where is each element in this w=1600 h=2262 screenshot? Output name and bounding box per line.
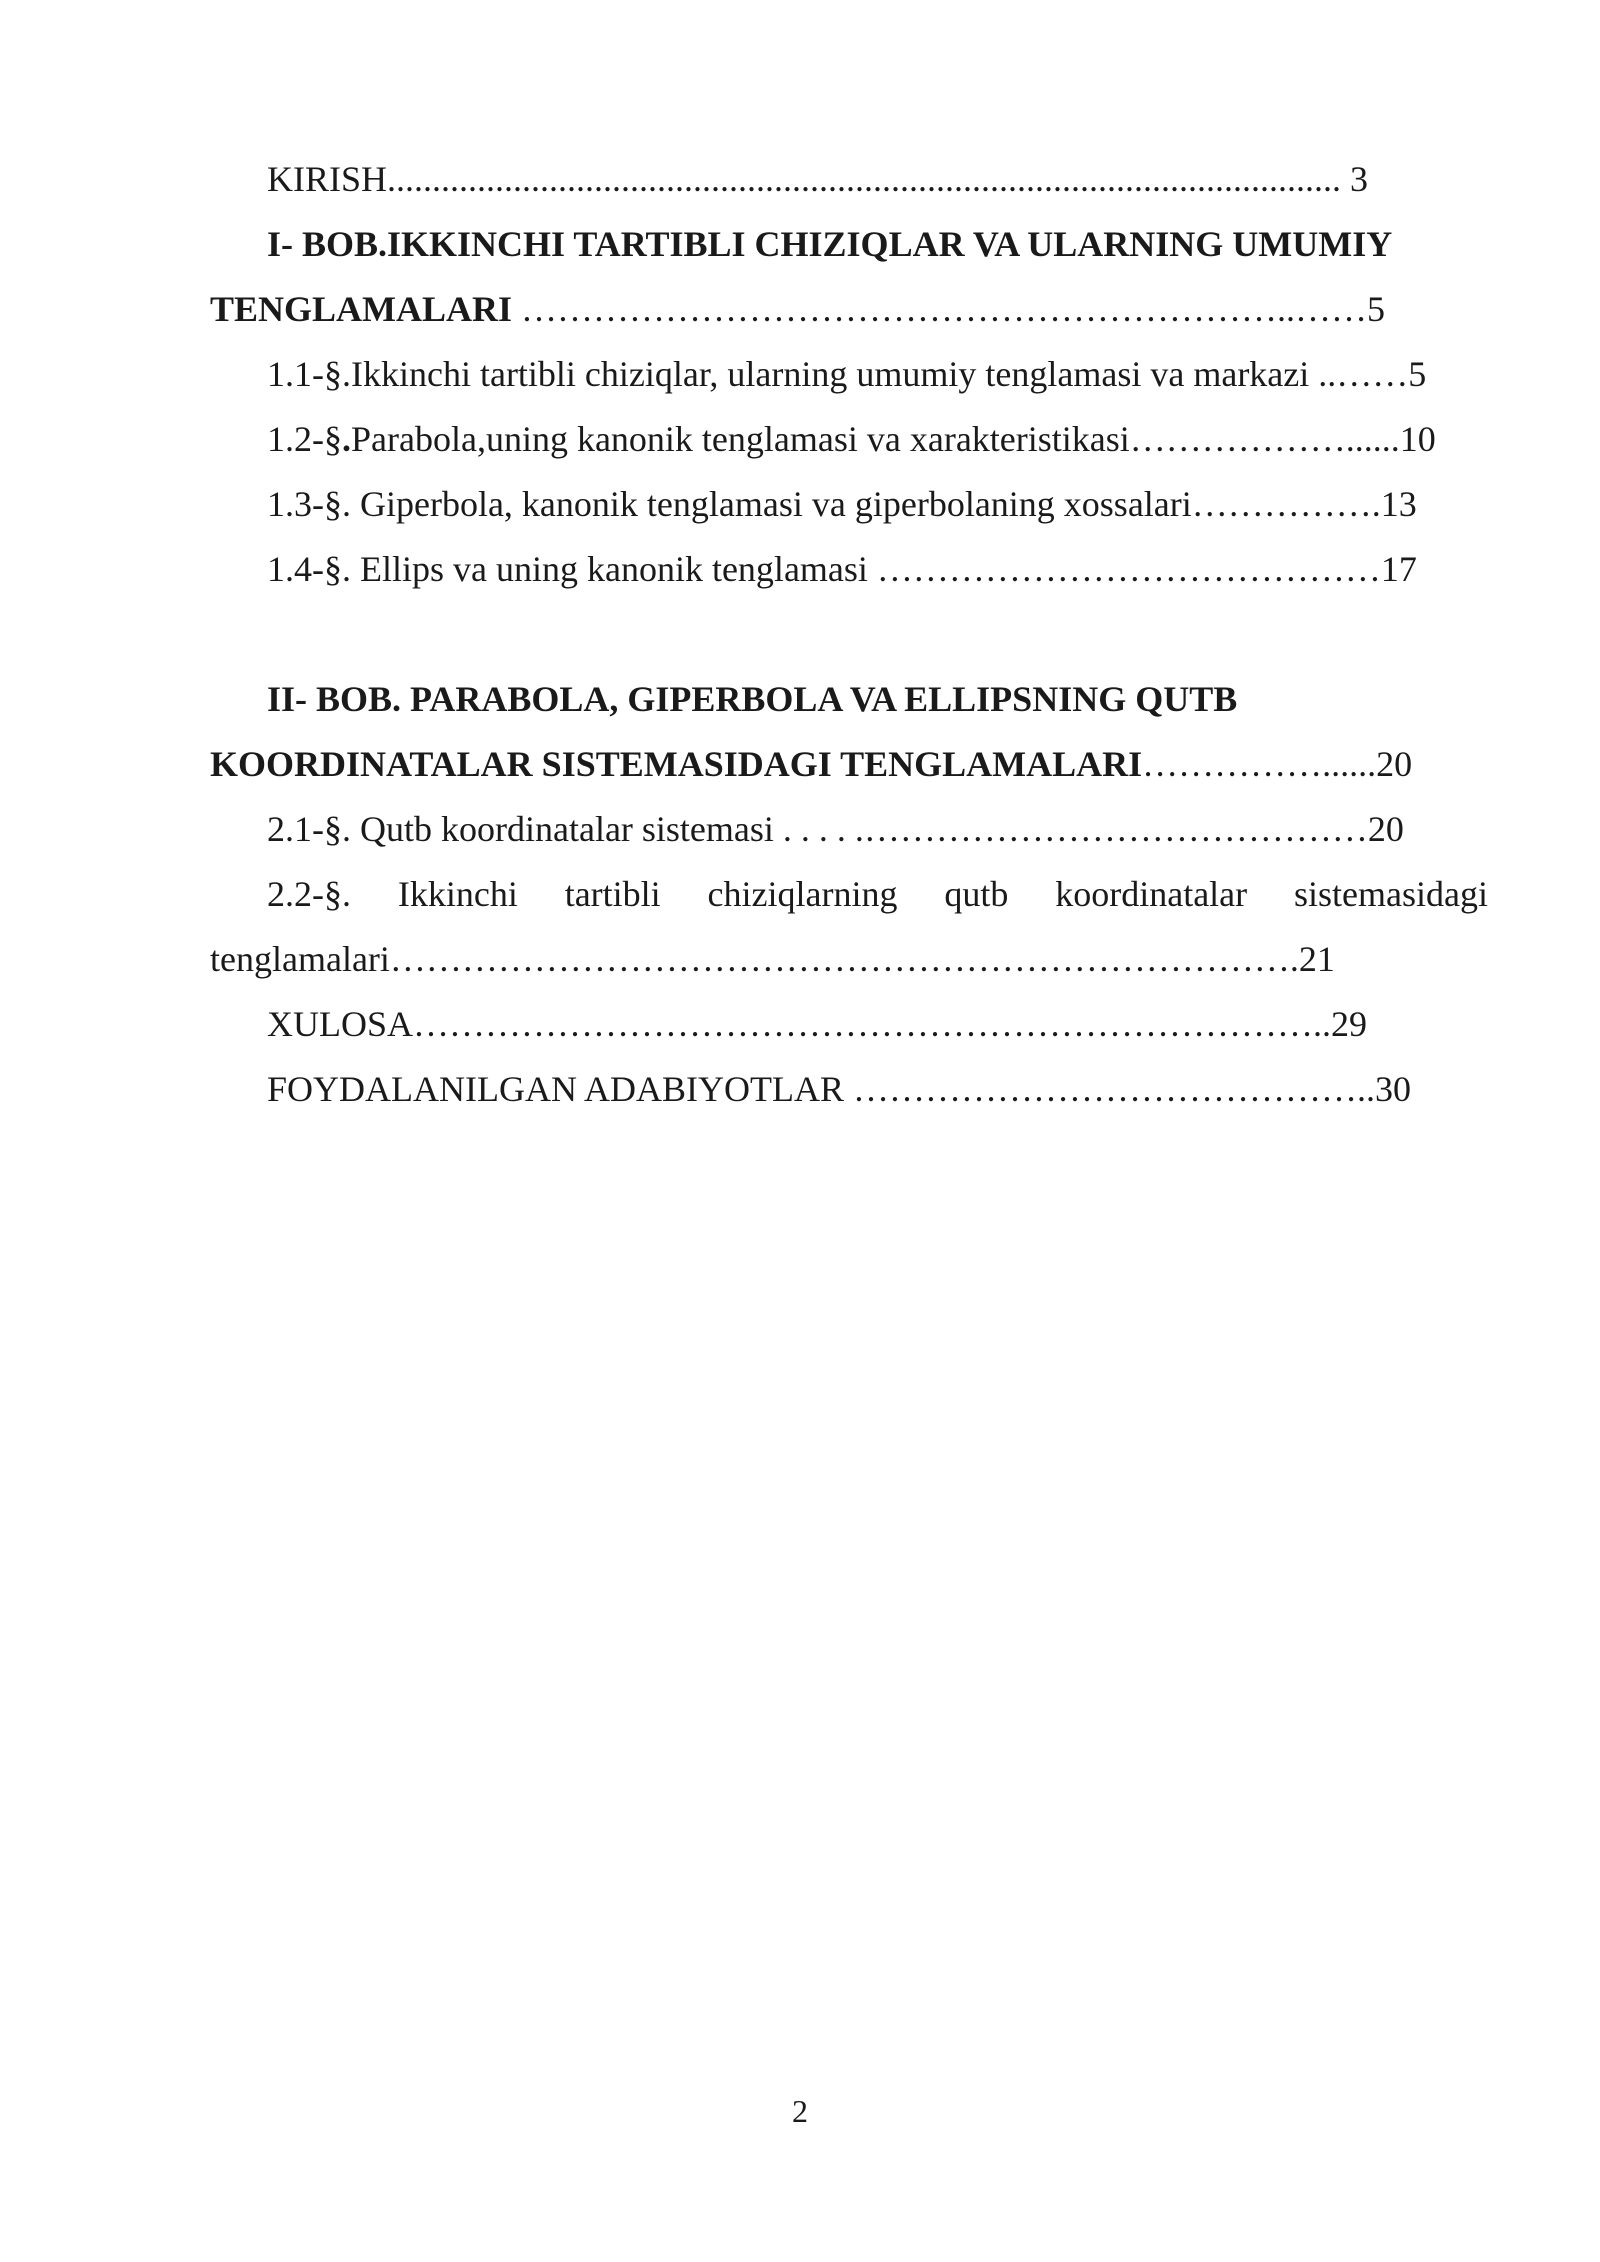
toc-chapter-2-title-continued[interactable] bbox=[210, 732, 1488, 797]
toc-entry-text: KIRISH.......................................................................................................... 3 bbox=[267, 159, 1369, 199]
toc-entry-1-1[interactable] bbox=[210, 342, 1488, 407]
toc-entry-text: XULOSA…………………………………………………………………..29 bbox=[267, 1004, 1368, 1044]
toc-entry-text: 1.3-§. Giperbola, kanonik tenglamasi va giperbolaning xossalari…………….13 bbox=[267, 484, 1417, 524]
toc-chapter-1-title-continued[interactable] bbox=[210, 277, 1488, 342]
section-gap bbox=[210, 602, 1488, 667]
toc-word: sistemasidagi bbox=[1294, 874, 1488, 914]
toc-word: chiziqlarning bbox=[707, 874, 898, 914]
toc-entry-2-1[interactable] bbox=[210, 797, 1488, 862]
toc-entry-references[interactable] bbox=[210, 1057, 1488, 1122]
section-number: 1.2-§ bbox=[267, 419, 342, 459]
toc-entry-text: 2.1-§. Qutb koordinatalar sistemasi . . . . .……………………………………20 bbox=[267, 809, 1404, 849]
toc-entry-text: 1.1-§.Ikkinchi tartibli chiziqlar, ularning umumiy tenglamasi va markazi ..……5 bbox=[267, 354, 1427, 394]
toc-entry-1-2[interactable] bbox=[210, 407, 1488, 472]
page-number: 2 bbox=[792, 2093, 808, 2129]
toc-chapter-1-title[interactable] bbox=[210, 212, 1488, 277]
toc-entry-text: 1.4-§. Ellips va uning kanonik tenglamasi ……………………………………17 bbox=[267, 549, 1417, 589]
toc-entry-2-2-continued[interactable] bbox=[210, 927, 1488, 992]
toc-entry-text: tenglamalari………………………………………………………………….21 bbox=[210, 939, 1335, 979]
toc-entry-xulosa[interactable] bbox=[210, 992, 1488, 1057]
toc-entry-text: FOYDALANILGAN ADABIYOTLAR ……………………………………..30 bbox=[267, 1069, 1411, 1109]
chapter-title-text: TENGLAMALARI bbox=[210, 289, 513, 329]
toc-entry-kirish[interactable] bbox=[210, 147, 1488, 212]
section-dot: . bbox=[342, 419, 351, 459]
toc-word: 2.2-§. bbox=[267, 874, 351, 914]
dot-leader-page: ………………………………………………………..……5 bbox=[512, 289, 1386, 329]
toc-word: tartibli bbox=[564, 874, 661, 914]
dot-leader-page: ……………......20 bbox=[1142, 744, 1413, 784]
toc-entry-text: Parabola,uning kanonik tenglamasi va xarakteristikasi………………......10 bbox=[351, 419, 1436, 459]
toc-word: koordinatalar bbox=[1055, 874, 1248, 914]
toc-entry-1-4[interactable] bbox=[210, 537, 1488, 602]
toc-word: qutb bbox=[944, 874, 1009, 914]
chapter-title-text: KOORDINATALAR SISTEMASIDAGI TENGLAMALARI bbox=[210, 744, 1143, 784]
chapter-title-text: I- BOB.IKKINCHI TARTIBLI CHIZIQLAR VA ULARNING UMUMIY bbox=[267, 224, 1393, 264]
toc-entry-2-2[interactable] bbox=[210, 862, 1488, 927]
chapter-title-text: II- BOB. PARABOLA, GIPERBOLA VA ELLIPSNING QUTB bbox=[267, 679, 1238, 719]
toc-word: Ikkinchi bbox=[397, 874, 518, 914]
table-of-contents bbox=[210, 147, 1488, 1122]
toc-entry-1-3[interactable] bbox=[210, 472, 1488, 537]
toc-chapter-2-title[interactable] bbox=[210, 667, 1488, 732]
